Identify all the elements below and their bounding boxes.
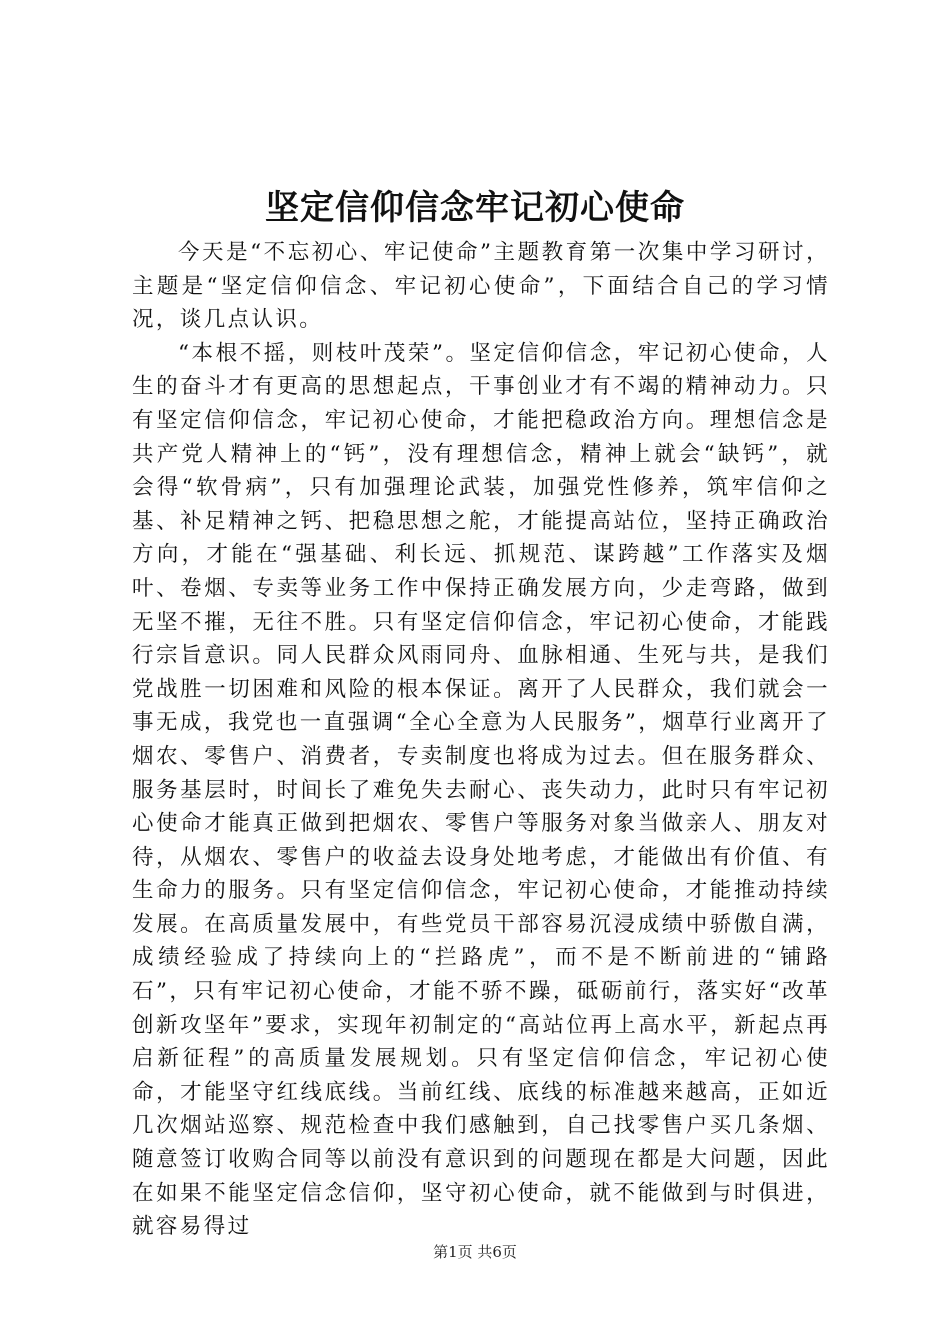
document-title: 坚定信仰信念牢记初心使命 <box>265 188 685 228</box>
page-number-footer: 第1页 共6页 <box>433 1243 517 1261</box>
paragraph-main: “本根不摇，则枝叶茂荣”。坚定信仰信念，牢记初心使命，人生的奋斗才有更高的思想起点，干事创业才有不竭的精神动力。只有坚定信仰信念，牢记初心使命，才能把稳政治方向。理想信念是共产党人精神上的“钙”，没有理想信念，精神上就会“缺钙”，就会得“软骨病”，只有加强理论武装，加强党性修养，筑牢信仰之基、补足精神之钙、把稳思想之舵，才能提高站位，坚持正确政治方向，才能在“强基础、利长远、抓规范、谋跨越”工作落实及烟叶、卷烟、专卖等业务工作中保持正确发展方向，少走弯路，做到无坚不摧，无往不胜。只有坚定信仰信念，牢记初心使命，才能践行宗旨意识。同人民群众风雨同舟、血脉相通、生死与共，是我们党战胜一切困难和风险的根本保证。离开了人民群众，我们就会一事无成，我党也一直强调“全心全意为人民服务”，烟草行业离开了烟农、零售户、消费者，专卖制度也将成为过去。但在服务群众、服务基层时，时间长了难免失去耐心、丧失动力，此时只有牢记初心使命才能真正做到把烟农、零售户等服务对象当做亲人、朋友对待，从烟农、零售户的收益去设身处地考虑，才能做出有价值、有生命力的服务。只有坚定信仰信念，牢记初心使命，才能推动持续发展。在高质量发展中，有些党员干部容易沉浸成绩中骄傲自满，成绩经验成了持续向上的“拦路虎”，而不是不断前进的“铺路石”，只有牢记初心使命，才能不骄不躁，砥砺前行，落实好“改革创新攻坚年”要求，实现年初制定的“高站位再上高水平，新起点再启新征程”的高质量发展规划。只有坚定信仰信念，牢记初心使命，才能坚守红线底线。当前红线、底线的标准越来越高，正如近几次烟站巡察、规范检查中我们感触到，自己找零售户买几条烟、随意签订收购合同等以前没有意识到的问题现在都是大问题，因此在如果不能坚定信念信仰，坚守初心使命，就不能做到与时俱进，就容易得过 <box>132 340 830 1240</box>
paragraph-intro: 今天是“不忘初心、牢记使命”主题教育第一次集中学习研讨，主题是“坚定信仰信念、牢记初心使命”，下面结合自己的学习情况，谈几点认识。 <box>132 240 830 333</box>
document-body <box>132 236 830 1244</box>
